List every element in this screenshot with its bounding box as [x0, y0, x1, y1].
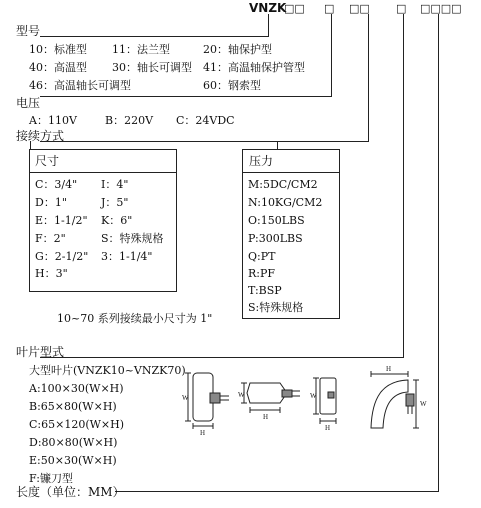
voltage-option: A：110V	[29, 114, 77, 127]
dimension-label-w: W	[420, 400, 427, 408]
dimension-label-h: H	[200, 429, 206, 437]
size-option: E：1-1/2"	[35, 214, 88, 227]
dimension-label-w: W	[238, 391, 245, 399]
dimension-label-h: H	[263, 413, 269, 421]
model-heading: 型号	[16, 24, 41, 38]
vane-option: E:50×30(W×H)	[29, 454, 117, 467]
code-box-2: □	[324, 2, 335, 15]
size-option: K：6"	[101, 214, 133, 227]
size-option: G：2-1/2"	[35, 250, 89, 263]
model-option: 40：高温型	[29, 61, 87, 74]
pressure-option: M:5DC/CM2	[248, 178, 318, 191]
vane-option: D:80×80(W×H)	[29, 436, 118, 449]
voltage-heading: 电压	[16, 96, 41, 110]
model-option: 30：轴长可调型	[112, 61, 192, 74]
model-option: 60：钢索型	[203, 79, 261, 92]
pressure-option: S:特殊规格	[248, 301, 304, 314]
dimension-label-w: W	[310, 392, 317, 400]
pressure-heading: 压力	[249, 154, 274, 168]
vane-option: C:65×120(W×H)	[29, 418, 125, 431]
connection-note: 10~70 系列接续最小尺寸为 1"	[57, 312, 213, 325]
dimension-label-h: H	[386, 365, 392, 373]
pressure-option: N:10KG/CM2	[248, 196, 323, 209]
pressure-option: O:150LBS	[248, 214, 305, 227]
size-option: D：1"	[35, 196, 67, 209]
pressure-option: Q:PT	[248, 250, 276, 263]
code-box-3: □□	[349, 2, 370, 15]
vane-option: F:镰刀型	[29, 472, 73, 485]
size-option: J：5"	[101, 196, 129, 209]
vane-heading: 叶片型式	[16, 345, 65, 359]
vane-option: B:65×80(W×H)	[29, 400, 117, 413]
sickle-vane-drawing	[371, 371, 419, 428]
model-option: 10：标准型	[29, 43, 87, 56]
voltage-option: B：220V	[105, 114, 154, 127]
connection-heading: 接续方式	[16, 129, 65, 143]
vane-subheading: 大型叶片(VNZK10~VNZK70)	[29, 364, 186, 377]
size-option: H：3"	[35, 267, 68, 280]
size-heading: 尺寸	[35, 154, 60, 168]
narrow-vane-drawing	[313, 378, 336, 424]
pressure-option: T:BSP	[248, 284, 282, 297]
code-box-5: □□□□	[420, 2, 462, 15]
size-option: C：3/4"	[35, 178, 78, 191]
code-box-1: □□	[284, 2, 305, 15]
dimension-label-h: H	[325, 424, 331, 432]
vane-option: A:100×30(W×H)	[29, 382, 124, 395]
code-box-4: □	[396, 2, 407, 15]
pressure-option: R:PF	[248, 267, 276, 280]
size-option: F：2"	[35, 232, 66, 245]
pressure-option: P:300LBS	[248, 232, 303, 245]
tapered-vane-drawing	[241, 383, 300, 413]
model-option: 46：高温轴长可调型	[29, 79, 131, 92]
model-option: 11：法兰型	[112, 43, 170, 56]
rectangular-vane-drawing	[185, 373, 229, 429]
size-option: I：4"	[101, 178, 129, 191]
voltage-option: C：24VDC	[176, 114, 235, 127]
size-option: S：特殊规格	[101, 232, 164, 245]
model-code-prefix: VNZK	[249, 1, 287, 15]
dimension-label-w: W	[182, 394, 189, 402]
size-option: 3：1-1/4"	[101, 250, 153, 263]
model-option: 41：高温轴保护管型	[203, 61, 305, 74]
length-heading: 长度（单位：MM）	[16, 485, 125, 499]
model-option: 20：轴保护型	[203, 43, 272, 56]
